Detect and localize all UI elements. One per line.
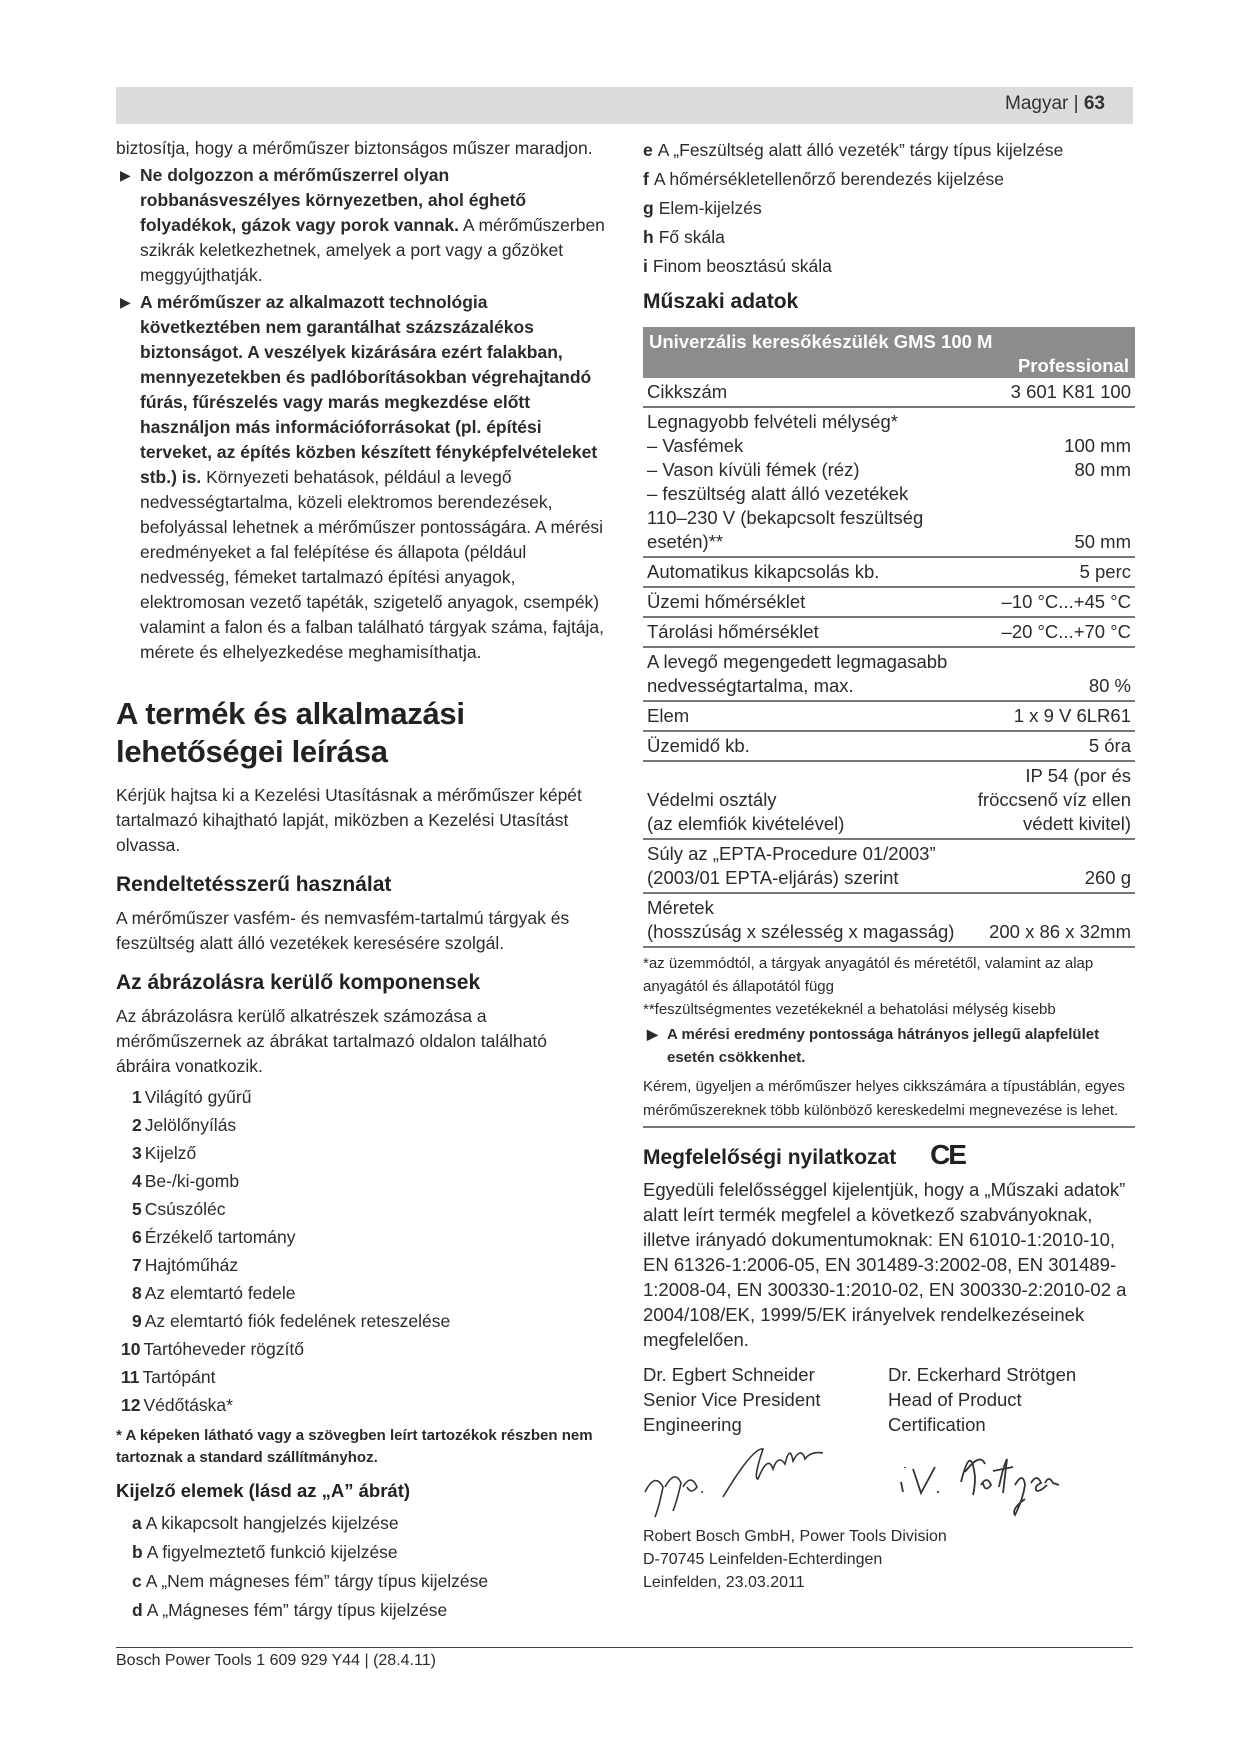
signatories (643, 1362, 1135, 1437)
spec-value: 5 perc (967, 557, 1135, 587)
table-title-cell (643, 327, 1135, 378)
list-item: 9 Az elemtartó fiók fedelének reteszelése (132, 1311, 451, 1331)
signing-date: Leinfelden, 23.03.2011 (643, 1574, 805, 1591)
conformity-text: Egyedüli felelősséggel kijelentjük, hogy a „Műszaki adatok” alatt leírt termék megfelel a következő szabványoknak, illetve irányadó dokumentumoknak: EN 61010-1:2010-10, EN 61326-1:2006-05, EN 301489-3:2002-08, EN 301489-1:2008-04, EN 300330-1:2010-02, EN 300330-2:2010-02 a 2004/108/EK, 1999/5/EK irányelvek rendelkezéseinek megfelelően. (643, 1179, 1127, 1350)
bullet-bold-text: A mérőműszer az alkalmazott technológia következtében nem garantálhat százszázalékos biztonságot. A veszélyek kizárására ezért falakban, mennyezetekben és padlóborításokban végrehajtandó fúrás, fűrészelés vagy marás megkezdése előtt használjon más információforrásokat (pl. építési terveket, az építés közben készített fényképfelvételeket stb.) is. (140, 292, 598, 487)
spec-label: Védelmi osztály (az elemfiók kivételével) (643, 761, 967, 839)
warning-text: A mérési eredmény pontossága hátrányos jellegű alapfelület esetén csökkenhet. (667, 1026, 1100, 1066)
spec-label: Legnagyobb felvételi mélység* – Vasfémek – Vason kívüli fémek (réz) – feszültség alatt álló vezetékek 110–230 V (bekapcsolt feszültség esetén)** (643, 407, 967, 557)
fine-print: Kérem, ügyeljen a mérőműszer helyes cikkszámára a típustáblán, egyes mérőműszereknek több különböző kereskedelmi megnevezése is lehet. (643, 1075, 1135, 1128)
spec-label: Cikkszám (643, 378, 967, 407)
components-list (116, 1083, 606, 1419)
header-language: Magyar (1005, 93, 1069, 114)
safety-bullet (116, 290, 606, 665)
signatory-dept: Engineering (643, 1414, 742, 1435)
table-subtitle: Professional (1017, 355, 1129, 376)
table-body (643, 378, 1135, 947)
warning-bullet (643, 1023, 1135, 1069)
spec-value: 260 g (967, 839, 1135, 893)
bullet-triangle-icon: ▶ (120, 167, 131, 183)
signatory-1 (643, 1362, 888, 1437)
spec-value: 3 601 K81 100 (967, 378, 1135, 407)
list-item: 1 Világító gyűrű (132, 1087, 252, 1107)
signatory-role: Head of Product (888, 1389, 1022, 1410)
conformity-heading (643, 1139, 1135, 1171)
bullet-triangle-icon: ▶ (647, 1026, 658, 1042)
spec-value: 100 mm 80 mm 50 mm (967, 407, 1135, 557)
display-list-continued (643, 136, 1135, 281)
company-info (643, 1525, 1135, 1594)
footnote: *az üzemmódtól, a tárgyak anyagától és méretétől, valamint az alap anyagától és állapotától függ (643, 955, 1094, 995)
signatory-2 (888, 1362, 1133, 1437)
list-item: 11 Tartópánt (121, 1367, 216, 1387)
signatory-role: Senior Vice President (643, 1389, 821, 1410)
bullet-text: Környezeti behatások, például a levegő nedvességtartalma, közeli elektromos berendezések, befolyással lehetnek a mérőműszer pontosságára. A mérési eredményeket a fal felépítése és állapota (például nedvesség, fémeket tartalmazó építési anyagok, elektromosan vezető tapéták, szigetelő anyagok, csempék) valamint a falon és a falban található tárgyak száma, fajtája, mérete és elhelyezkedése meghamisíthatja. (140, 467, 605, 662)
tech-data-heading: Műszaki adatok (643, 290, 799, 313)
spec-value: 5 óra (967, 731, 1135, 761)
use-heading: Rendeltetésszerű használat (116, 873, 392, 896)
spec-label: Üzemidő kb. (643, 731, 967, 761)
signatory-name: Dr. Egbert Schneider (643, 1364, 815, 1385)
page-header (116, 87, 1133, 124)
list-item: i Finom beosztású skála (643, 256, 832, 276)
paragraph: biztosítja, hogy a mérőműszer biztonságos műszer maradjon. (116, 138, 593, 158)
spec-value: 200 x 86 x 32mm (967, 893, 1135, 947)
left-column (116, 136, 606, 1625)
list-item: d A „Mágneses fém” tárgy típus kijelzése (132, 1600, 448, 1620)
list-item: c A „Nem mágneses fém” tárgy típus kijelzése (132, 1571, 489, 1591)
table-header-row (643, 327, 1135, 378)
footnotes (643, 952, 1135, 1021)
table-row (643, 761, 1135, 839)
spec-label: Üzemi hőmérséklet (643, 587, 967, 617)
spec-value: 80 % (967, 647, 1135, 701)
spec-value: –10 °C...+45 °C (967, 587, 1135, 617)
conformity-title: Megfelelőségi nyilatkozat (643, 1146, 897, 1169)
section-title: A termék és alkalmazási lehetőségei leírása (116, 696, 465, 769)
list-item: 12 Védőtáska* (121, 1395, 233, 1415)
list-item: 3 Kijelző (132, 1143, 197, 1163)
page-number: 63 (1083, 93, 1105, 114)
table-title: Univerzális keresőkészülék GMS 100 M (649, 331, 993, 352)
table-row (643, 893, 1135, 947)
use-paragraph: A mérőműszer vasfém- és nemvasfém-tartalmú tárgyak és feszültség alatt álló vezetékek keresésére szolgál. (116, 908, 570, 953)
list-item: e A „Feszültség alatt álló vezeték” tárgy típus kijelzése (643, 140, 1064, 160)
safety-bullet (116, 163, 606, 288)
spec-label: Súly az „EPTA-Procedure 01/2003” (2003/01 EPTA-eljárás) szerint (643, 839, 967, 893)
table-row (643, 557, 1135, 587)
list-item: b A figyelmeztető funkció kijelzése (132, 1542, 398, 1562)
list-item: 5 Csúszóléc (132, 1199, 226, 1219)
display-heading: Kijelző elemek (lásd az „A” ábrát) (116, 1480, 411, 1501)
spec-value: IP 54 (por és fröccsenő víz ellen védett kivitel) (967, 761, 1135, 839)
spec-label: Automatikus kikapcsolás kb. (643, 557, 967, 587)
table-row (643, 587, 1135, 617)
table-row (643, 407, 1135, 557)
page-footer (116, 1647, 1133, 1669)
display-list (116, 1509, 606, 1625)
spec-label: Tárolási hőmérséklet (643, 617, 967, 647)
spec-value: –20 °C...+70 °C (967, 617, 1135, 647)
ce-mark: CE (930, 1139, 965, 1170)
bullet-text: A mérőműszerben szikrák keletkezhetnek, amelyek a port vagy a gőzöket meggyújthatják. (140, 215, 605, 285)
footnote: **feszültségmentes vezetékeknél a behatolási mélység kisebb (643, 1001, 1056, 1018)
signatory-dept: Certification (888, 1414, 986, 1435)
signatory-name: Dr. Eckerhard Strötgen (888, 1364, 1077, 1385)
list-item: 8 Az elemtartó fedele (132, 1283, 296, 1303)
handwritten-signatures-icon (643, 1437, 1135, 1527)
accessory-note: * A képeken látható vagy a szövegben leírt tartozékok részben nem tartoznak a standard szállítmányhoz. (116, 1427, 593, 1466)
footer-text: Bosch Power Tools 1 609 929 Y44 | (28.4.11) (116, 1652, 436, 1669)
list-item: 2 Jelölőnyílás (132, 1115, 237, 1135)
spec-value: 1 x 9 V 6LR61 (967, 701, 1135, 731)
table-row (643, 731, 1135, 761)
list-item: 4 Be-/ki-gomb (132, 1171, 240, 1191)
spec-label: A levegő megengedett legmagasabb nedvességtartalma, max. (643, 647, 967, 701)
components-heading: Az ábrázolásra kerülő komponensek (116, 971, 481, 994)
table-row (643, 647, 1135, 701)
spec-label: Méretek (hosszúság x szélesség x magasság) (643, 893, 967, 947)
company-name: Robert Bosch GmbH, Power Tools Division (643, 1528, 947, 1545)
table-row (643, 617, 1135, 647)
bullet-bold-text: Ne dolgozzon a mérőműszerrel olyan robbanásveszélyes környezetben, ahol éghető folyadékok, gázok vagy porok vannak. (140, 165, 527, 235)
intro-paragraph: Kérjük hajtsa ki a Kezelési Utasításnak a mérőműszer képét tartalmazó kihajtható lapját, miközben a Kezelési Utasítást olvassa. (116, 785, 582, 855)
header-text: Magyar | 63 (1005, 93, 1105, 114)
right-column (643, 136, 1135, 1594)
company-address: D-70745 Leinfelden-Echterdingen (643, 1551, 883, 1568)
table-row (643, 701, 1135, 731)
components-intro: Az ábrázolásra kerülő alkatrészek számozása a mérőműszernek az ábrákat tartalmazó oldalon található ábráira vonatkozik. (116, 1006, 547, 1076)
list-item: 10 Tartóheveder rögzítő (121, 1339, 304, 1359)
list-item: 7 Hajtóműház (132, 1255, 239, 1275)
list-item: a A kikapcsolt hangjelzés kijelzése (132, 1513, 399, 1533)
table-row (643, 839, 1135, 893)
spec-label: Elem (643, 701, 967, 731)
tech-data-table (643, 327, 1135, 948)
list-item: 6 Érzékelő tartomány (132, 1227, 296, 1247)
signatures (643, 1437, 1135, 1527)
bullet-triangle-icon: ▶ (120, 294, 131, 310)
list-item: f A hőmérsékletellenőrző berendezés kijelzése (643, 169, 1005, 189)
list-item: g Elem-kijelzés (643, 198, 762, 218)
list-item: h Fő skála (643, 227, 725, 247)
table-row (643, 378, 1135, 407)
